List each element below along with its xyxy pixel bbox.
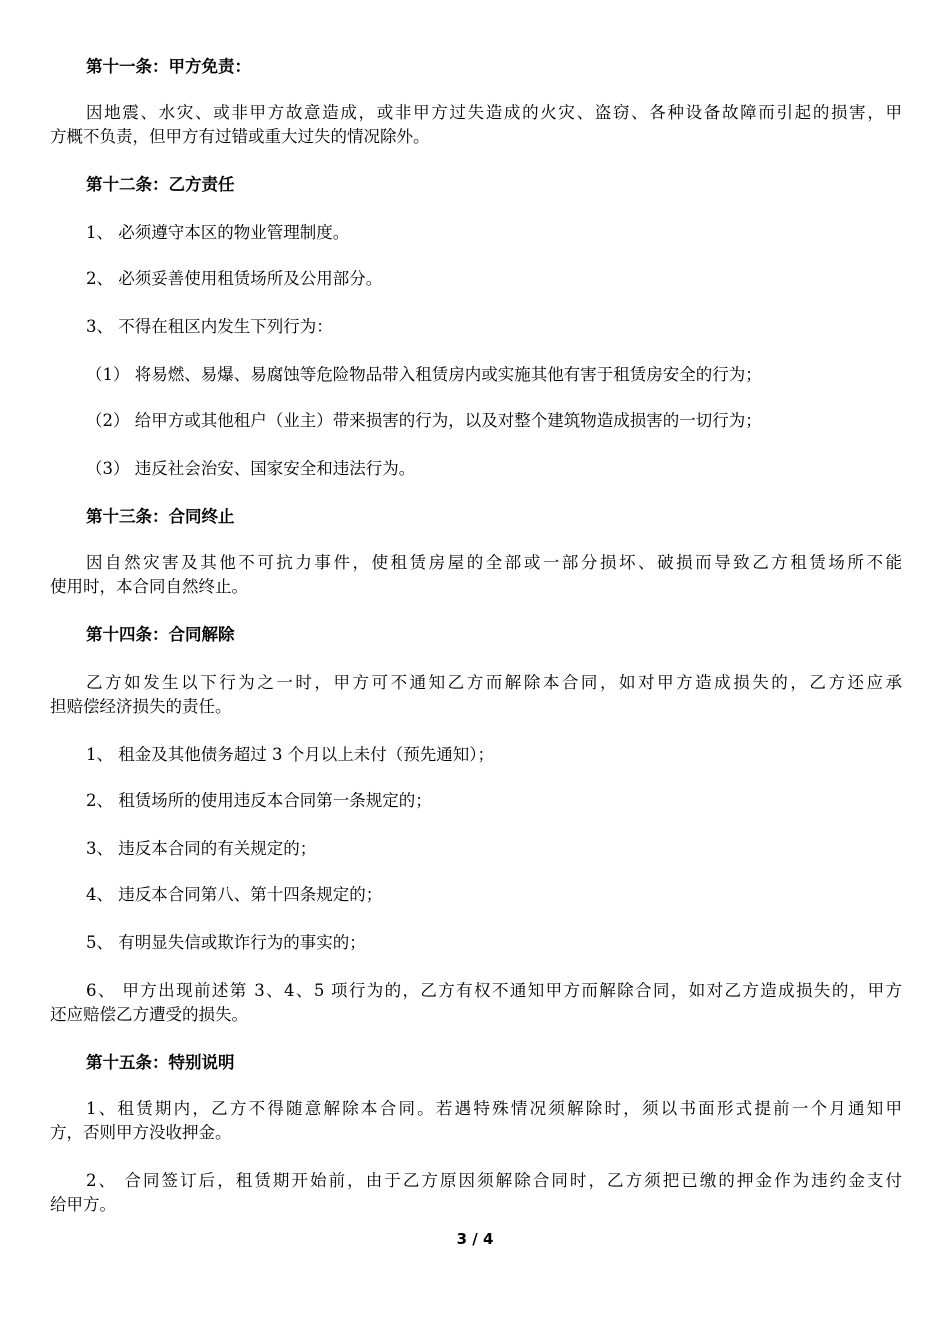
article-12-subitem-1: （1） 将易燃、易爆、易腐蚀等危险物品带入租赁房内或实施其他有害于租赁房安全的行为；: [86, 365, 762, 384]
article-15-item-1-line-2: 方，否则甲方没收押金。: [50, 1123, 232, 1142]
article-14-item-6-line-2: 还应赔偿乙方遭受的损失。: [50, 1005, 248, 1024]
article-14-item-5: 5、 有明显失信或欺诈行为的事实的；: [86, 933, 366, 952]
article-11-heading: 第十一条：甲方免责：: [86, 57, 251, 76]
article-12-item-1: 1、 必须遵守本区的物业管理制度。: [86, 223, 350, 242]
article-14-line-2: 担赔偿经济损失的责任。: [50, 697, 232, 716]
article-15-item-2-line-2: 给甲方。: [50, 1195, 116, 1214]
page-number: 3 / 4: [456, 1230, 494, 1248]
article-12-subitem-2: （2） 给甲方或其他租户（业主）带来损害的行为，以及对整个建筑物造成损害的一切行为；: [86, 411, 762, 430]
article-14-item-4: 4、 违反本合同第八、第十四条规定的；: [86, 885, 383, 904]
article-14-heading: 第十四条：合同解除: [86, 625, 235, 644]
article-13-heading: 第十三条：合同终止: [86, 507, 235, 526]
article-12-subitem-3: （3） 违反社会治安、国家安全和违法行为。: [86, 459, 416, 478]
article-13-line-2: 使用时，本合同自然终止。: [50, 577, 248, 596]
article-15-heading: 第十五条：特别说明: [86, 1053, 235, 1072]
article-15-item-2-line-1: 2、 合同签订后，租赁期开始前，由于乙方原因须解除合同时，乙方须把已缴的押金作为违约金支付: [86, 1171, 902, 1190]
article-14-item-6-line-1: 6、 甲方出现前述第 3、4、5 项行为的，乙方有权不通知甲方而解除合同，如对乙方造成损失的，甲方: [86, 981, 902, 1000]
article-12-item-3: 3、 不得在租区内发生下列行为：: [86, 317, 333, 336]
article-11-line-1: 因地震、水灾、或非甲方故意造成，或非甲方过失造成的火灾、盗窃、各种设备故障而引起的损害，甲: [86, 103, 902, 122]
article-12-heading: 第十二条：乙方责任: [86, 175, 235, 194]
article-12-item-2: 2、 必须妥善使用租赁场所及公用部分。: [86, 269, 383, 288]
article-11-line-2: 方概不负责，但甲方有过错或重大过失的情况除外。: [50, 127, 430, 146]
article-14-item-1: 1、 租金及其他债务超过 3 个月以上未付（预先通知）；: [86, 745, 494, 764]
article-13-line-1: 因自然灾害及其他不可抗力事件，使租赁房屋的全部或一部分损坏、破损而导致乙方租赁场所不能: [86, 553, 902, 572]
article-14-line-1: 乙方如发生以下行为之一时，甲方可不通知乙方而解除本合同，如对甲方造成损失的，乙方还应承: [86, 673, 902, 692]
article-14-item-3: 3、 违反本合同的有关规定的；: [86, 839, 317, 858]
article-15-item-1-line-1: 1、租赁期内，乙方不得随意解除本合同。若遇特殊情况须解除时，须以书面形式提前一个月通知甲: [86, 1099, 902, 1118]
article-14-item-2: 2、 租赁场所的使用违反本合同第一条规定的；: [86, 791, 432, 810]
